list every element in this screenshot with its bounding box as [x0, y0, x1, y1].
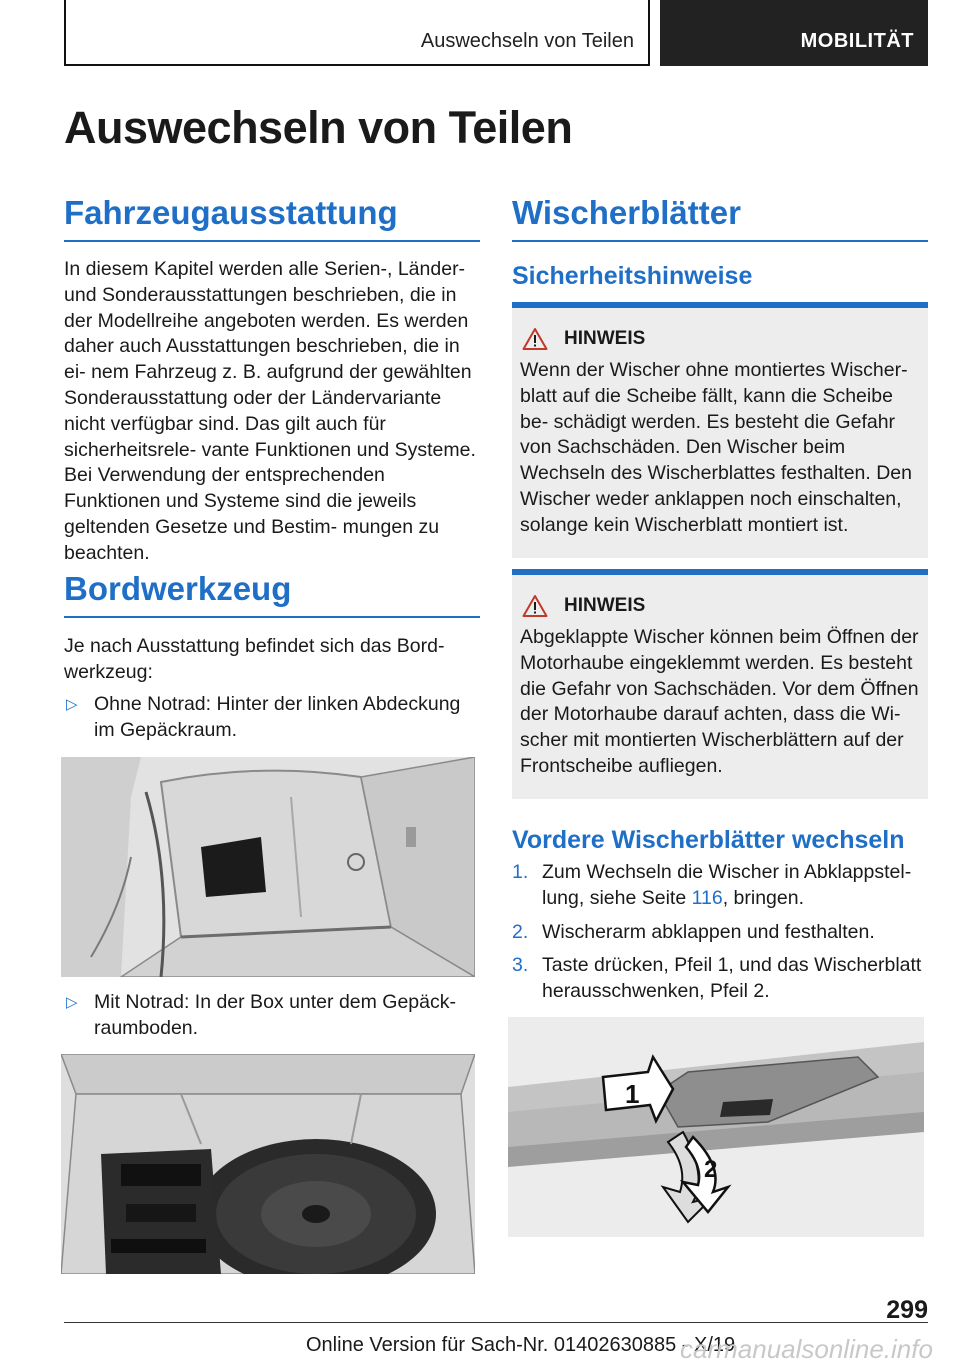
notice-title: HINWEIS [564, 328, 646, 349]
list-item [512, 860, 928, 912]
steps-list [512, 860, 928, 1013]
list-item [64, 990, 474, 1042]
notice-text: Abgeklappte Wischer können beim Öffnen der Motorhaube eingeklemmt werden. Es besteht die Gefahr von Sachschäden. Vor dem Öffnen der Motorhaube darauf achten, dass die Wi- scher mit montierten Wischerblättern auf der Frontscheibe aufliegen. [520, 626, 919, 777]
step-text-end: , bringen. [722, 886, 805, 909]
bullet-triangle-icon: ▷ [66, 994, 78, 1011]
step-text: Zum Wechseln die Wischer in Abklappstel- lung, siehe Seite [542, 861, 912, 909]
footer-text: Online Version für Sach-Nr. 01402630885 - X/19 [306, 1334, 736, 1356]
paragraph-fahrzeugausstattung: In diesem Kapitel werden alle Serien-, Länder- und Sonderausstattungen beschrieben, die in der Modellreihe angeboten werden. Es werden daher auch Ausstattungen beschrieben, die in ei- nem Fahrzeug z. B. aufgrund der gewählten Sonderausstattung oder der Ländervariante nicht verfügbar sind. Das gilt auch für sicherheitsrele- vante Funktionen und Systeme. Bei Verwendung der entsprechenden Funktionen und Systeme sind die jeweils geltenden Gesetze und Bestim- mungen zu beachten. [64, 258, 476, 564]
heading-bordwerkzeug: Bordwerkzeug [64, 570, 480, 618]
step-number: 1. [512, 861, 529, 883]
heading-vordere-wischerblaetter: Vordere Wischerblätter wechseln [512, 826, 905, 854]
wiper-blade-illustration [508, 1017, 924, 1237]
list-item [512, 920, 928, 946]
list-item [512, 953, 928, 1005]
notice-text: Wenn der Wischer ohne montiertes Wischer- blatt auf die Scheibe fällt, kann die Scheibe be- schädigt werden. Es besteht die Gefahr von Sachschäden. Den Wischer beim Wechseln des Wischerblattes festhalten. Den Wischer weder anklappen noch einschalten, solange kein Wischerblatt montiert ist. [520, 359, 912, 536]
section-header-box [64, 0, 650, 66]
heading-fahrzeugausstattung: Fahrzeugausstattung [64, 194, 480, 242]
warning-triangle-icon [522, 327, 548, 351]
notice-box [512, 569, 928, 799]
section-header-label: Auswechseln von Teilen [420, 30, 634, 52]
heading-sicherheitshinweise: Sicherheitshinweise [512, 262, 753, 290]
page-title: Auswechseln von Teilen [64, 102, 573, 153]
arrow-1-label: 1 [625, 1079, 640, 1109]
bullet-triangle-icon: ▷ [66, 696, 78, 713]
category-tab [660, 0, 928, 66]
notice-header [520, 593, 920, 619]
warning-triangle-icon [522, 594, 548, 618]
luggage-compartment-photo [61, 757, 475, 977]
notice-header [520, 326, 920, 352]
heading-wischerblaetter: Wischerblätter [512, 194, 928, 242]
step-number: 3. [512, 954, 529, 977]
page-number: 299 [886, 1296, 928, 1324]
list-item [64, 692, 474, 744]
footer-rule [64, 1322, 928, 1323]
list-item-text: Mit Notrad: In der Box unter dem Gepäck- raumboden. [94, 991, 456, 1039]
arrow-2-label: 2 [704, 1156, 718, 1183]
category-tab-label: MOBILITÄT [800, 30, 914, 52]
notice-title: HINWEIS [564, 595, 646, 616]
step-number: 2. [512, 920, 529, 943]
notice-box [512, 302, 928, 558]
step-text: Taste drücken, Pfeil 1, und das Wischerblatt herausschwenken, Pfeil 2. [542, 954, 922, 1003]
list-item-text: Ohne Notrad: Hinter der linken Abdeckung im Gepäckraum. [94, 693, 461, 741]
watermark: carmanualsonline.info [680, 1334, 933, 1362]
spare-wheel-photo [61, 1054, 475, 1274]
paragraph-bordwerkzeug-intro: Je nach Ausstattung befindet sich das Bord- werkzeug: [64, 635, 445, 683]
page-reference-link[interactable]: 116 [691, 886, 723, 909]
step-text: Wischerarm abklappen und festhalten. [542, 920, 875, 943]
running-header [64, 0, 928, 66]
